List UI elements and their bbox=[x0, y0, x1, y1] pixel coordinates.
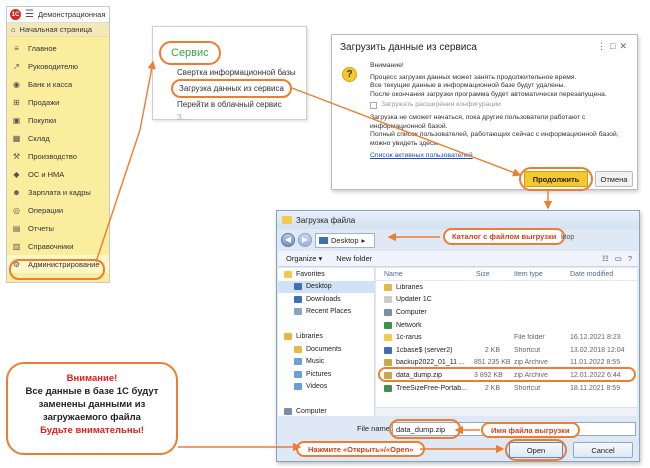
sidebar-item-label: Продажи bbox=[28, 97, 60, 107]
file-type: File folder bbox=[514, 334, 545, 342]
nav-item-label: Pictures bbox=[306, 370, 332, 378]
file-icon bbox=[384, 334, 392, 341]
nav-item[interactable] bbox=[278, 381, 374, 394]
filename-highlight bbox=[389, 419, 461, 439]
home-icon: ⌂ bbox=[11, 25, 16, 34]
home-tab[interactable] bbox=[7, 23, 109, 37]
folder-icon bbox=[282, 216, 292, 224]
help-icon[interactable]: ? bbox=[627, 254, 632, 263]
file-name-cell bbox=[376, 296, 474, 303]
cancel-button[interactable]: Отмена bbox=[595, 171, 633, 187]
report-icon: ▤ bbox=[12, 223, 21, 233]
service-menu bbox=[152, 26, 307, 120]
gear-icon: ⚙ bbox=[12, 259, 21, 269]
sidebar-item[interactable] bbox=[7, 237, 109, 255]
file-name: backup2022_01_11 ... bbox=[396, 359, 465, 367]
bag-icon: ▣ bbox=[12, 115, 21, 125]
file-dialog-titlebar bbox=[277, 211, 639, 229]
nav-item bbox=[278, 393, 374, 406]
onec-logo: 1C bbox=[10, 9, 21, 20]
warning-text: Все данные в базе 1С будут заменены данными из загружаемого файла bbox=[25, 386, 159, 423]
assets-icon: ◆ bbox=[13, 169, 20, 179]
sidebar-item-label: Производство bbox=[28, 151, 77, 161]
col-date[interactable]: Date modified bbox=[570, 270, 614, 278]
sidebar-item-label: Администрирование bbox=[28, 259, 100, 269]
horizontal-scrollbar[interactable] bbox=[376, 407, 637, 416]
sidebar-item[interactable] bbox=[7, 111, 109, 129]
folder-icon bbox=[294, 346, 302, 353]
nav-item[interactable] bbox=[278, 356, 374, 369]
attention-text: Внимание! bbox=[370, 62, 404, 69]
folder-icon bbox=[294, 371, 302, 378]
sidebar-item-label: Зарплата и кадры bbox=[28, 187, 91, 197]
sidebar-item-label: Банк и касса bbox=[28, 79, 73, 89]
info-line-5: Полный список пользователей, работающих сейчас с информационной базой, можно увидеть здесь. bbox=[370, 131, 619, 147]
sidebar-item[interactable] bbox=[7, 39, 109, 57]
sidebar-item-label: Руководителю bbox=[28, 61, 79, 71]
sidebar-item-label: ОС и НМА bbox=[28, 169, 65, 179]
operations-icon: ◎ bbox=[13, 205, 20, 215]
home-label: Начальная страница bbox=[19, 25, 93, 34]
nav-item[interactable] bbox=[278, 293, 374, 306]
file-date: 13.02.2018 12:04 bbox=[570, 346, 625, 354]
file-type: zip Archive bbox=[514, 371, 548, 379]
file-date: 11.01.2022 8:55 bbox=[570, 359, 621, 367]
nav-item[interactable] bbox=[278, 343, 374, 356]
nav-item-label: Videos bbox=[306, 383, 328, 391]
file-dialog-toolbar bbox=[278, 251, 638, 267]
file-size: 3 892 KB bbox=[474, 371, 503, 379]
nav-item[interactable] bbox=[278, 331, 374, 344]
file-list bbox=[376, 268, 637, 416]
navigation-pane bbox=[278, 268, 375, 416]
file-name-cell bbox=[376, 309, 474, 316]
active-users-link[interactable]: Список активных пользователей bbox=[370, 152, 473, 160]
selected-file-highlight bbox=[378, 367, 636, 382]
file-row[interactable] bbox=[376, 294, 637, 307]
nav-item-label: Favorites bbox=[296, 270, 325, 278]
folder-icon bbox=[294, 308, 302, 315]
info-line-2: Все текущие данные в информационной базе будут удалены. bbox=[370, 82, 566, 90]
bank-icon: ◉ bbox=[13, 79, 20, 89]
file-icon bbox=[384, 359, 392, 366]
new-folder-button[interactable]: New folder bbox=[336, 254, 373, 263]
file-name: Libraries bbox=[396, 283, 423, 291]
nav-item[interactable] bbox=[278, 306, 374, 319]
file-type: Shortcut bbox=[514, 346, 541, 354]
sidebar-item[interactable] bbox=[7, 147, 109, 165]
preview-icon[interactable]: ▭ bbox=[614, 254, 622, 263]
upload-dialog-body bbox=[370, 62, 632, 161]
question-icon: ? bbox=[342, 67, 357, 82]
address-value: Desktop bbox=[331, 235, 359, 245]
file-name: data_dump.zip bbox=[396, 371, 442, 379]
checkbox-box[interactable] bbox=[370, 102, 377, 109]
file-row[interactable] bbox=[376, 344, 637, 357]
folder-icon bbox=[294, 358, 302, 365]
section-list bbox=[7, 37, 109, 273]
sidebar-item-label: Операции bbox=[28, 205, 64, 215]
file-row[interactable] bbox=[376, 382, 637, 395]
sidebar-item[interactable] bbox=[7, 201, 109, 219]
nav-item[interactable] bbox=[278, 281, 374, 294]
file-name: Computer bbox=[396, 308, 427, 316]
press-open-annotation: Нажмите «Открыть»/«Open» bbox=[296, 441, 425, 457]
file-date: 12.01.2022 6:44 bbox=[570, 371, 621, 379]
sidebar-item[interactable] bbox=[7, 219, 109, 237]
organize-button[interactable]: Organize ▾ bbox=[286, 254, 323, 263]
nav-item-label: Downloads bbox=[306, 295, 341, 303]
file-type: Shortcut bbox=[514, 384, 541, 392]
sidebar-item[interactable] bbox=[7, 183, 109, 201]
folder-icon bbox=[284, 333, 292, 340]
sidebar-item-label: Главное bbox=[28, 43, 57, 53]
nav-item-label: Music bbox=[306, 358, 325, 366]
window-controls[interactable]: ⋮□✕ bbox=[597, 41, 631, 51]
menu-item-cut[interactable]: З... bbox=[177, 113, 189, 122]
warning-title: Внимание! bbox=[66, 373, 118, 384]
file-name: Updater 1C bbox=[396, 296, 432, 304]
forward-icon[interactable]: ▶ bbox=[298, 233, 312, 247]
sidebar-item-label: Склад bbox=[28, 133, 50, 143]
file-icon bbox=[384, 347, 392, 354]
cart-icon: ⊞ bbox=[13, 97, 20, 107]
sidebar-item[interactable] bbox=[7, 57, 109, 75]
file-row[interactable] bbox=[376, 281, 637, 294]
file-type: zip Archive bbox=[514, 359, 548, 367]
file-name-cell bbox=[376, 284, 474, 291]
sidebar-item-label: Справочники bbox=[28, 241, 74, 251]
info-line-3: После окончания загрузки программа будет автоматически перезапущена. bbox=[370, 90, 607, 98]
sidebar-item[interactable] bbox=[7, 165, 109, 183]
nav-item[interactable] bbox=[278, 268, 374, 281]
folder-icon bbox=[284, 271, 292, 278]
folder-icon bbox=[294, 296, 302, 303]
file-name: 1cbase$ (server2) bbox=[396, 346, 453, 354]
nav-item-label: Desktop bbox=[306, 283, 332, 291]
file-icon bbox=[384, 296, 392, 303]
onec-sidebar-window bbox=[6, 6, 110, 283]
nav-item-label: Computer bbox=[296, 408, 327, 416]
factory-icon: ⚒ bbox=[12, 151, 21, 161]
file-name-cell bbox=[376, 385, 474, 392]
nav-item-label: Libraries bbox=[296, 333, 323, 341]
file-row[interactable] bbox=[376, 319, 637, 332]
load-extensions-checkbox[interactable] bbox=[370, 101, 632, 110]
warning-annotation bbox=[6, 362, 178, 455]
book-icon: ▥ bbox=[12, 241, 21, 251]
menu-icon[interactable]: ☰ bbox=[25, 8, 34, 20]
folder-icon bbox=[294, 383, 302, 390]
file-date: 18.11.2021 8:59 bbox=[570, 384, 621, 392]
file-name-cell bbox=[376, 334, 474, 341]
file-icon bbox=[384, 309, 392, 316]
file-row[interactable] bbox=[376, 331, 637, 344]
menu-item-load-from-service[interactable]: Загрузка данных из сервиса bbox=[171, 79, 292, 98]
file-date: 16.12.2021 8:23 bbox=[570, 334, 621, 342]
warehouse-icon: ▦ bbox=[12, 133, 21, 143]
list-icon: ≡ bbox=[14, 43, 19, 53]
file-name: 1c-rarus bbox=[396, 334, 422, 342]
service-menu-title[interactable]: Сервис bbox=[159, 41, 221, 65]
file-row[interactable] bbox=[376, 306, 637, 319]
sidebar-item[interactable] bbox=[7, 75, 109, 93]
view-icon[interactable]: ☷ bbox=[602, 254, 609, 263]
file-icon bbox=[384, 284, 392, 291]
info-line-1: Процесс загрузки данных может занять продолжительное время. bbox=[370, 73, 577, 81]
menu-item-db-shrink[interactable]: Свертка информационной базы bbox=[177, 68, 296, 77]
filename-annotation: Имя файла выгрузки bbox=[481, 422, 580, 438]
file-name: TreeSizeFree-Portab... bbox=[396, 384, 467, 392]
upload-dialog bbox=[331, 34, 638, 190]
file-dialog-title: Загрузка файла bbox=[296, 215, 356, 225]
back-icon[interactable]: ◀ bbox=[281, 233, 295, 247]
col-name[interactable]: Name bbox=[384, 270, 403, 278]
sidebar-item[interactable] bbox=[7, 129, 109, 147]
folder-icon bbox=[284, 408, 292, 415]
onec-header bbox=[7, 7, 109, 23]
filename-input[interactable]: data_dump.zip bbox=[392, 422, 636, 436]
file-icon bbox=[384, 385, 392, 392]
file-size: 2 KB bbox=[484, 346, 500, 354]
chart-icon: ↗ bbox=[13, 61, 20, 71]
file-cancel-button[interactable]: Cancel bbox=[573, 442, 633, 458]
col-type[interactable]: Item type bbox=[514, 270, 543, 278]
file-icon bbox=[384, 322, 392, 329]
info-line-4: Загрузка не сможет начаться, пока другие пользователи работают с информационной базой. bbox=[370, 113, 586, 130]
onec-title: Демонстрационная bbox=[37, 10, 106, 19]
nav-item bbox=[278, 318, 374, 331]
col-size[interactable]: Size bbox=[476, 270, 490, 278]
admin-highlight bbox=[9, 259, 105, 280]
people-icon: ☻ bbox=[12, 187, 21, 197]
folder-icon bbox=[294, 283, 302, 290]
open-button[interactable]: Open bbox=[509, 442, 563, 458]
address-field[interactable] bbox=[315, 233, 375, 248]
file-name-cell bbox=[376, 347, 474, 354]
file-name-cell bbox=[376, 359, 474, 366]
file-size: 851 235 KB bbox=[474, 359, 511, 367]
nav-item[interactable] bbox=[278, 406, 374, 419]
catalog-annotation: Каталог с файлом выгрузки bbox=[443, 228, 565, 245]
filename-label: File name: bbox=[357, 424, 393, 433]
nav-item[interactable] bbox=[278, 368, 374, 381]
desktop-icon bbox=[319, 237, 328, 244]
column-header bbox=[376, 268, 637, 281]
file-size: 2 KB bbox=[484, 384, 500, 392]
checkbox-label: Загружать расширения конфигурации bbox=[381, 101, 501, 109]
file-name-cell bbox=[376, 322, 474, 329]
upload-dialog-title: Загрузить данные из сервиса bbox=[340, 42, 477, 53]
sidebar-item[interactable] bbox=[7, 93, 109, 111]
nav-item-label: Documents bbox=[306, 345, 342, 353]
chevron-right-icon: ▸ bbox=[361, 235, 366, 245]
sidebar-item-label: Покупки bbox=[28, 115, 57, 125]
continue-button[interactable]: Продолжить bbox=[524, 171, 588, 187]
nav-item-label: Recent Places bbox=[306, 308, 352, 316]
file-open-dialog bbox=[276, 210, 640, 462]
search-field[interactable]: ktop bbox=[561, 234, 575, 241]
sidebar-item-label: Отчеты bbox=[28, 223, 54, 233]
warning-end: Будьте внимательны! bbox=[40, 425, 144, 436]
menu-item-go-cloud[interactable]: Перейти в облачный сервис bbox=[177, 100, 282, 109]
file-name: Network bbox=[396, 321, 422, 329]
